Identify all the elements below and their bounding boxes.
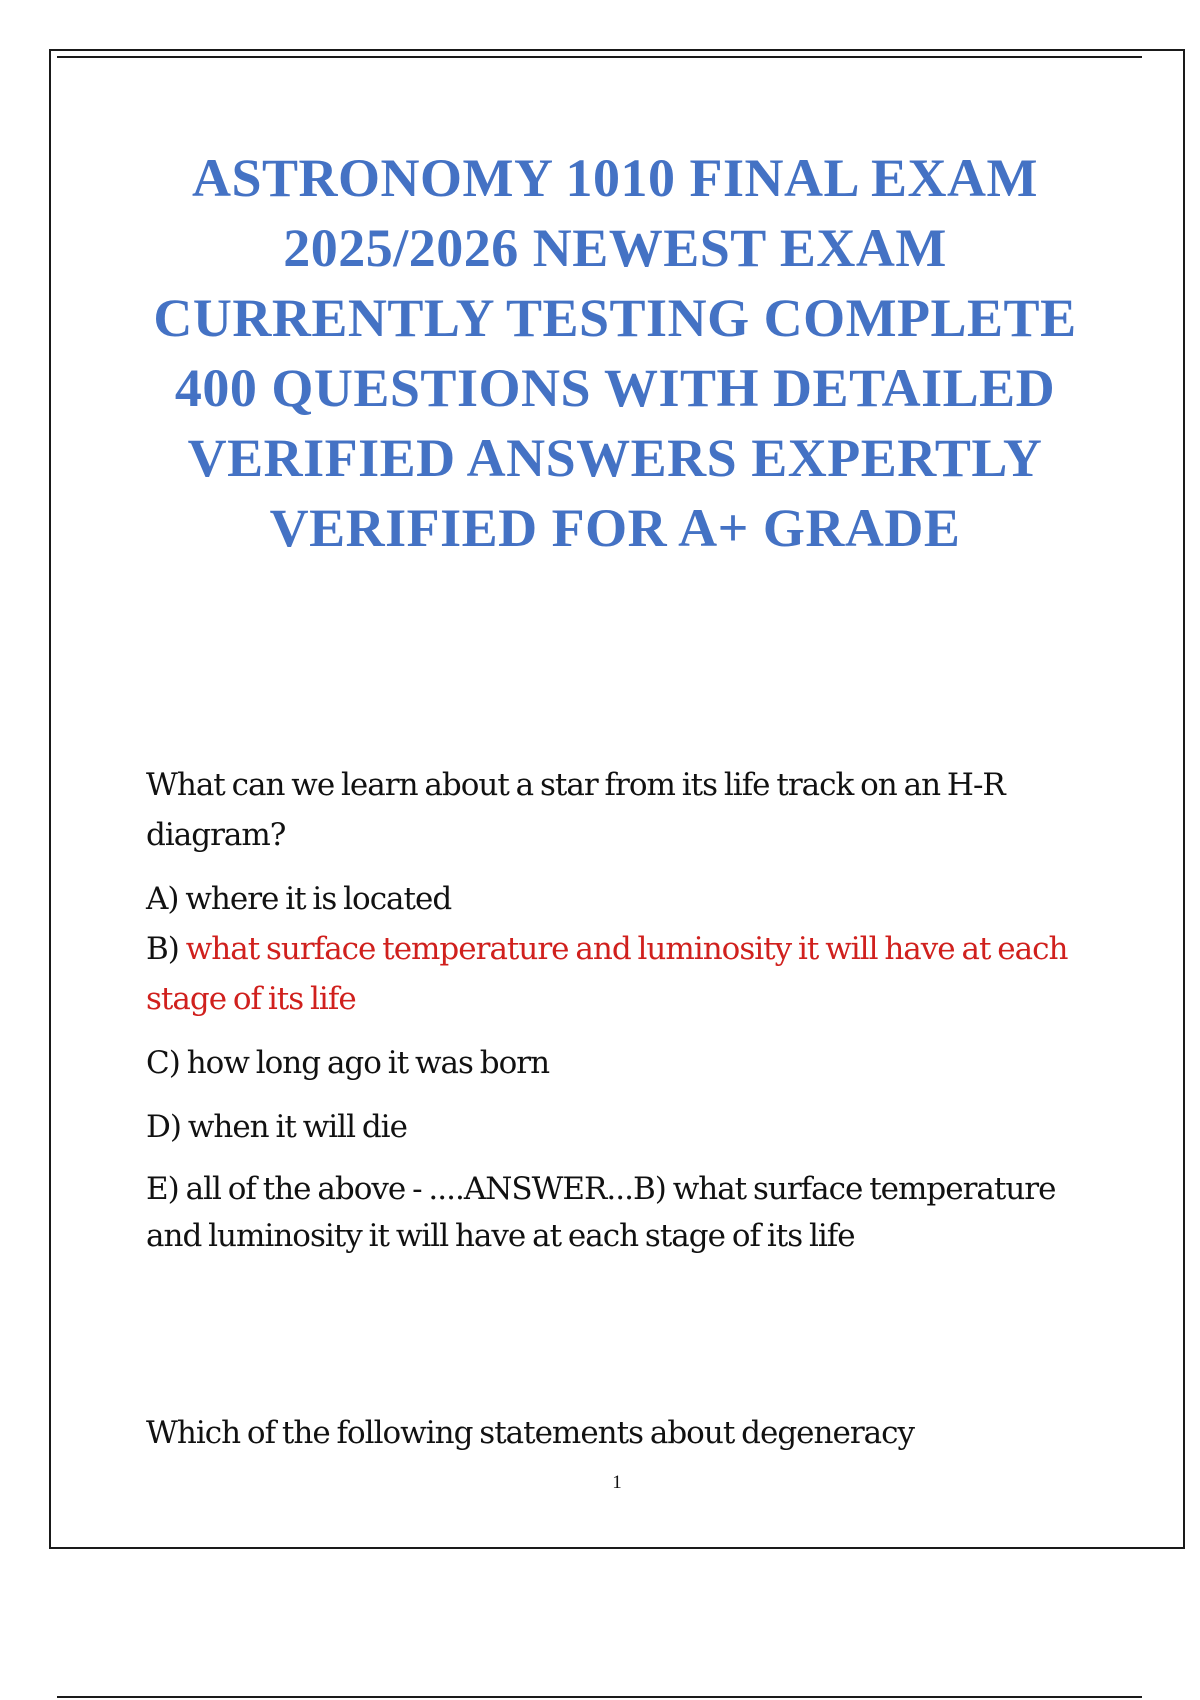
- question-text: What can we learn about a star from its life track on an H-R diagram?: [146, 767, 1005, 853]
- document-title: ASTRONOMY 1010 FINAL EXAM 2025/2026 NEWEST EXAM CURRENTLY TESTING COMPLETE 400 QUESTIONS WITH DETAILED VERIFIED ANSWERS EXPERTLY VERIFIED FOR A+ GRADE: [153, 148, 1077, 558]
- option-c: [146, 1038, 1096, 1088]
- top-rule: [57, 56, 1142, 58]
- option-text: how long ago it was born: [186, 1045, 550, 1081]
- option-text: when it will die: [187, 1109, 407, 1145]
- option-letter: E): [146, 1171, 179, 1207]
- question-block: [146, 760, 1096, 1260]
- option-letter: A): [146, 881, 179, 917]
- option-letter: D): [146, 1109, 181, 1145]
- next-question-text: Which of the following statements about degeneracy: [146, 1415, 914, 1451]
- correct-option-text: what surface temperature and luminosity it will have at each stage of its life: [146, 931, 1068, 1017]
- option-letter: B): [146, 931, 179, 967]
- option-b: [146, 924, 1096, 1024]
- option-d: [146, 1102, 1096, 1152]
- option-a: [146, 874, 1096, 924]
- bottom-rule: [57, 1696, 1142, 1698]
- option-e-with-answer: [146, 1166, 1096, 1260]
- option-letter: C): [146, 1045, 180, 1081]
- option-text: all of the above - ....ANSWER...B) what surface temperature and luminosity it will have at each stage of its life: [146, 1171, 1056, 1254]
- option-text: where it is located: [185, 881, 452, 917]
- page-number: 1: [612, 1472, 622, 1493]
